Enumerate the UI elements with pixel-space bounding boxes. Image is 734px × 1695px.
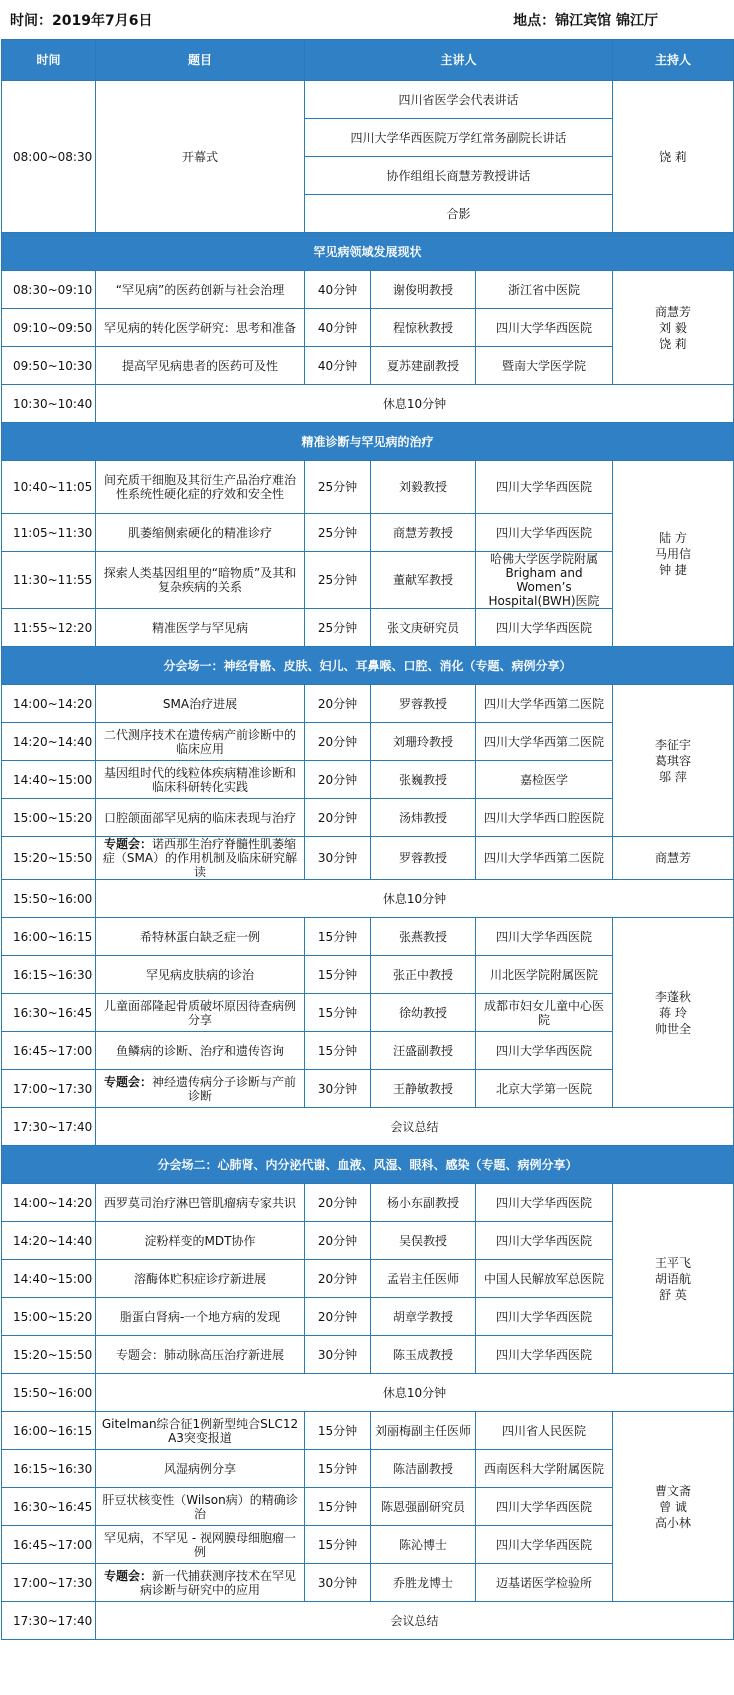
talk-title [96,1564,305,1602]
talk-title [96,1336,305,1374]
talk-title [96,685,305,723]
talk-title-text: 口腔颌面部罕见病的临床表现与治疗 [103,810,296,825]
talk-speaker: 胡章学教授 [371,1298,476,1336]
talk-institution: 哈佛大学医学院附属Brigham and Women’s Hospital(BWH)医院 [476,552,613,609]
talk-time: 11:05~11:30 [2,514,96,552]
talk-time: 16:15~16:30 [2,956,96,994]
break-time: 10:30~10:40 [2,385,96,423]
talk-institution: 四川大学华西第二医院 [476,837,613,880]
talk-time: 14:40~15:00 [2,1260,96,1298]
talk-time: 09:10~09:50 [2,309,96,347]
talk-speaker: 罗蓉教授 [371,685,476,723]
talk-title-text: 风湿病例分享 [163,1461,236,1476]
talk-speaker: 杨小东副教授 [371,1184,476,1222]
talk-institution: 四川大学华西医院 [476,1488,613,1526]
talk-title-text: 西罗莫司治疗淋巴管肌瘤病专家共识 [103,1195,296,1210]
break-row [2,880,734,918]
talk-speaker: 张燕教授 [371,918,476,956]
talk-duration: 15分钟 [305,1488,371,1526]
talk-institution: 四川大学华西医院 [476,918,613,956]
talk-duration: 20分钟 [305,1222,371,1260]
venue-label: 地点：锦江宾馆 锦江厅 [513,13,658,29]
talk-title [96,723,305,761]
opening-host: 饶 莉 [613,81,734,233]
talk-speaker: 刘珊玲教授 [371,723,476,761]
talk-duration: 30分钟 [305,1336,371,1374]
schedule-table [1,39,734,1640]
talk-time: 14:00~14:20 [2,685,96,723]
talk-duration: 15分钟 [305,1526,371,1564]
talk-time: 17:00~17:30 [2,1070,96,1108]
talk-title-text: 鱼鳞病的诊断、治疗和遗传咨询 [115,1043,284,1058]
section-header-row [2,1146,734,1184]
talk-time: 11:55~12:20 [2,609,96,647]
opening-item: 合影 [305,195,613,233]
section-title: 分会场二：心肺肾、内分泌代谢、血液、风湿、眼科、感染（专题、病例分享） [2,1146,734,1184]
talk-row [2,461,734,514]
date-label: 时间：2019年7月6日 [10,13,153,29]
talk-institution: 浙江省中医院 [476,271,613,309]
talk-institution: 四川大学华西医院 [476,461,613,514]
session-host: 商慧芳 刘 毅 饶 莉 [613,271,734,385]
talk-duration: 40分钟 [305,309,371,347]
break-row [2,1602,734,1640]
talk-time: 14:20~14:40 [2,1222,96,1260]
opening-time: 08:00~08:30 [2,81,96,233]
talk-institution: 中国人民解放军总医院 [476,1260,613,1298]
talk-title [96,1526,305,1564]
talk-duration: 25分钟 [305,514,371,552]
session-host: 曹文斋 曾 诚 高小林 [613,1412,734,1602]
session-host: 商慧芳 [613,837,734,880]
talk-institution: 四川大学华西医院 [476,1032,613,1070]
talk-speaker: 程惊秋教授 [371,309,476,347]
talk-title-text: 罕见病皮肤病的诊治 [145,967,254,982]
talk-title [96,347,305,385]
talk-title-text: 间充质干细胞及其衍生产品治疗难治性系统性硬化症的疗效和安全性 [103,473,296,501]
column-header-row [2,40,734,81]
talk-title [96,1298,305,1336]
break-label: 会议总结 [96,1108,734,1146]
talk-institution: 四川省人民医院 [476,1412,613,1450]
talk-title [96,799,305,837]
talk-time: 15:00~15:20 [2,799,96,837]
session-host: 李征宇 葛琪容 邬 萍 [613,685,734,837]
talk-title-text: SMA治疗进展 [162,696,238,711]
talk-title [96,1488,305,1526]
talk-time: 17:00~17:30 [2,1564,96,1602]
talk-duration: 30分钟 [305,1070,371,1108]
talk-title-text: “罕见病”的医药创新与社会治理 [115,282,285,297]
talk-duration: 20分钟 [305,723,371,761]
talk-time: 14:40~15:00 [2,761,96,799]
talk-title-text: 溶酶体贮积症诊疗新进展 [133,1271,266,1286]
talk-institution: 四川大学华西医院 [476,1298,613,1336]
talk-institution: 四川大学华西医院 [476,1222,613,1260]
opening-title: 开幕式 [96,81,305,233]
talk-institution: 嘉检医学 [476,761,613,799]
talk-title-text: 神经遗传病分子诊断与产前诊断 [152,1074,297,1103]
talk-institution: 四川大学华西第二医院 [476,685,613,723]
talk-title-text: 探索人类基因组里的“暗物质”及其和复杂疾病的关系 [103,566,297,594]
talk-institution: 四川大学华西第二医院 [476,723,613,761]
break-row [2,1108,734,1146]
talk-duration: 15分钟 [305,994,371,1032]
talk-speaker: 乔胜龙博士 [371,1564,476,1602]
talk-time: 16:30~16:45 [2,1488,96,1526]
talk-duration: 40分钟 [305,271,371,309]
talk-institution: 四川大学华西医院 [476,1336,613,1374]
session-host: 李蓬秋 蒋 玲 帅世全 [613,918,734,1108]
talk-title [96,994,305,1032]
break-label: 会议总结 [96,1602,734,1640]
talk-title [96,1032,305,1070]
talk-speaker: 汤炜教授 [371,799,476,837]
section-header-row [2,233,734,271]
talk-title-text: 肌萎缩侧索硬化的精准诊疗 [127,525,272,540]
talk-duration: 15分钟 [305,956,371,994]
talk-speaker: 董献军教授 [371,552,476,609]
talk-duration: 20分钟 [305,1184,371,1222]
talk-duration: 20分钟 [305,799,371,837]
talk-title-text: 精准医学与罕见病 [151,620,248,635]
talk-institution: 四川大学华西医院 [476,609,613,647]
talk-institution: 四川大学华西医院 [476,1526,613,1564]
talk-speaker: 王静敏教授 [371,1070,476,1108]
talk-speaker: 张正中教授 [371,956,476,994]
talk-title [96,514,305,552]
talk-institution: 四川大学华西医院 [476,309,613,347]
talk-time: 10:40~11:05 [2,461,96,514]
talk-title [96,309,305,347]
col-speaker: 主讲人 [305,40,613,81]
special-session-label: 专题会： [103,1568,152,1583]
col-time: 时间 [2,40,96,81]
talk-title-text: 淀粉样变的MDT协作 [144,1233,256,1248]
talk-row [2,685,734,723]
special-session-label: 专题会： [103,1074,152,1089]
talk-institution: 四川大学华西医院 [476,514,613,552]
talk-speaker: 罗蓉教授 [371,837,476,880]
talk-time: 09:50~10:30 [2,347,96,385]
break-row [2,1374,734,1412]
break-row [2,385,734,423]
talk-row [2,1412,734,1450]
talk-speaker: 陈玉成教授 [371,1336,476,1374]
talk-duration: 25分钟 [305,552,371,609]
talk-speaker: 孟岩主任医师 [371,1260,476,1298]
talk-title-text: 希特林蛋白缺乏症一例 [139,929,260,944]
talk-duration: 15分钟 [305,1450,371,1488]
section-title: 罕见病领域发展现状 [2,233,734,271]
talk-institution: 西南医科大学附属医院 [476,1450,613,1488]
talk-title-text: 提高罕见病患者的医药可及性 [121,358,278,373]
talk-duration: 20分钟 [305,1260,371,1298]
talk-speaker: 张文庚研究员 [371,609,476,647]
talk-title-text: 二代测序技术在遗传病产前诊断中的临床应用 [103,727,296,756]
talk-time: 15:20~15:50 [2,1336,96,1374]
talk-time: 14:20~14:40 [2,723,96,761]
talk-time: 16:00~16:15 [2,918,96,956]
talk-title-text: 罕见病的转化医学研究：思考和准备 [103,320,296,335]
talk-row [2,918,734,956]
session-host: 陆 方 马用信 钟 捷 [613,461,734,647]
talk-speaker: 刘丽梅副主任医师 [371,1412,476,1450]
talk-institution: 暨南大学医学院 [476,347,613,385]
talk-title [96,461,305,514]
col-host: 主持人 [613,40,734,81]
talk-duration: 15分钟 [305,1032,371,1070]
talk-time: 16:00~16:15 [2,1412,96,1450]
talk-row [2,1184,734,1222]
talk-title [96,1260,305,1298]
opening-item: 协作组组长商慧芳教授讲话 [305,157,613,195]
talk-title-text: 脂蛋白肾病-一个地方病的发现 [119,1309,281,1324]
talk-duration: 25分钟 [305,461,371,514]
talk-title-text: Gitelman综合征1例新型纯合SLC12A3突变报道 [101,1416,299,1445]
talk-title [96,609,305,647]
talk-row [2,837,734,880]
talk-title [96,271,305,309]
talk-title-text: 新一代捕获测序技术在罕见病诊断与研究中的应用 [139,1568,297,1597]
talk-speaker: 张巍教授 [371,761,476,799]
opening-item: 四川省医学会代表讲话 [305,81,613,119]
talk-speaker: 陈沁博士 [371,1526,476,1564]
talk-title [96,837,305,880]
talk-time: 16:15~16:30 [2,1450,96,1488]
talk-title [96,956,305,994]
talk-time: 16:30~16:45 [2,994,96,1032]
talk-speaker: 刘毅教授 [371,461,476,514]
talk-speaker: 陈洁副教授 [371,1450,476,1488]
talk-speaker: 谢俊明教授 [371,271,476,309]
talk-title [96,761,305,799]
talk-time: 16:45~17:00 [2,1526,96,1564]
talk-title-text: 肝豆状核变性（Wilson病）的精确诊治 [102,1492,298,1521]
talk-speaker: 夏苏建副教授 [371,347,476,385]
talk-duration: 15分钟 [305,1412,371,1450]
talk-speaker: 陈恩强副研究员 [371,1488,476,1526]
talk-institution: 北京大学第一医院 [476,1070,613,1108]
talk-time: 15:00~15:20 [2,1298,96,1336]
talk-title-text: 罕见病，不罕见 - 视网膜母细胞瘤一例 [104,1530,296,1559]
talk-time: 15:20~15:50 [2,837,96,880]
section-header-row [2,423,734,461]
break-label: 休息10分钟 [96,1374,734,1412]
talk-title [96,1412,305,1450]
talk-title [96,1450,305,1488]
talk-time: 08:30~09:10 [2,271,96,309]
talk-title [96,552,305,609]
talk-speaker: 商慧芳教授 [371,514,476,552]
talk-duration: 20分钟 [305,685,371,723]
talk-duration: 30分钟 [305,1564,371,1602]
break-label: 休息10分钟 [96,880,734,918]
talk-title-text: 专题会：肺动脉高压治疗新进展 [115,1347,284,1362]
talk-title [96,1184,305,1222]
special-session-label: 专题会： [103,837,152,851]
talk-row [2,271,734,309]
talk-title [96,1070,305,1108]
break-time: 17:30~17:40 [2,1108,96,1146]
talk-duration: 25分钟 [305,609,371,647]
talk-time: 11:30~11:55 [2,552,96,609]
talk-title [96,918,305,956]
talk-duration: 20分钟 [305,1298,371,1336]
talk-duration: 40分钟 [305,347,371,385]
talk-duration: 20分钟 [305,761,371,799]
talk-speaker: 徐幼教授 [371,994,476,1032]
page-header [0,0,734,38]
talk-title-text: 基因组时代的线粒体疾病精准诊断和临床科研转化实践 [103,765,296,794]
talk-institution: 四川大学华西医院 [476,1184,613,1222]
break-time: 17:30~17:40 [2,1602,96,1640]
break-label: 休息10分钟 [96,385,734,423]
opening-row [2,81,734,119]
talk-time: 16:45~17:00 [2,1032,96,1070]
col-title: 题目 [96,40,305,81]
break-time: 15:50~16:00 [2,1374,96,1412]
talk-title-text: 诺西那生治疗脊髓性肌萎缩症（SMA）的作用机制及临床研究解读 [102,837,298,879]
talk-duration: 15分钟 [305,918,371,956]
talk-speaker: 汪盛副教授 [371,1032,476,1070]
talk-institution: 川北医学院附属医院 [476,956,613,994]
break-time: 15:50~16:00 [2,880,96,918]
opening-item: 四川大学华西医院万学红常务副院长讲话 [305,119,613,157]
talk-institution: 迈基诺医学检验所 [476,1564,613,1602]
talk-duration: 30分钟 [305,837,371,880]
section-header-row [2,647,734,685]
talk-title-text: 儿童面部隆起骨质破坏原因待查病例分享 [103,998,296,1027]
talk-title [96,1222,305,1260]
section-title: 分会场一：神经骨骼、皮肤、妇儿、耳鼻喉、口腔、消化（专题、病例分享） [2,647,734,685]
talk-institution: 成都市妇女儿童中心医院 [476,994,613,1032]
talk-speaker: 吴俣教授 [371,1222,476,1260]
talk-time: 14:00~14:20 [2,1184,96,1222]
talk-institution: 四川大学华西口腔医院 [476,799,613,837]
session-host: 王平飞 胡语航 舒 英 [613,1184,734,1374]
section-title: 精准诊断与罕见病的治疗 [2,423,734,461]
